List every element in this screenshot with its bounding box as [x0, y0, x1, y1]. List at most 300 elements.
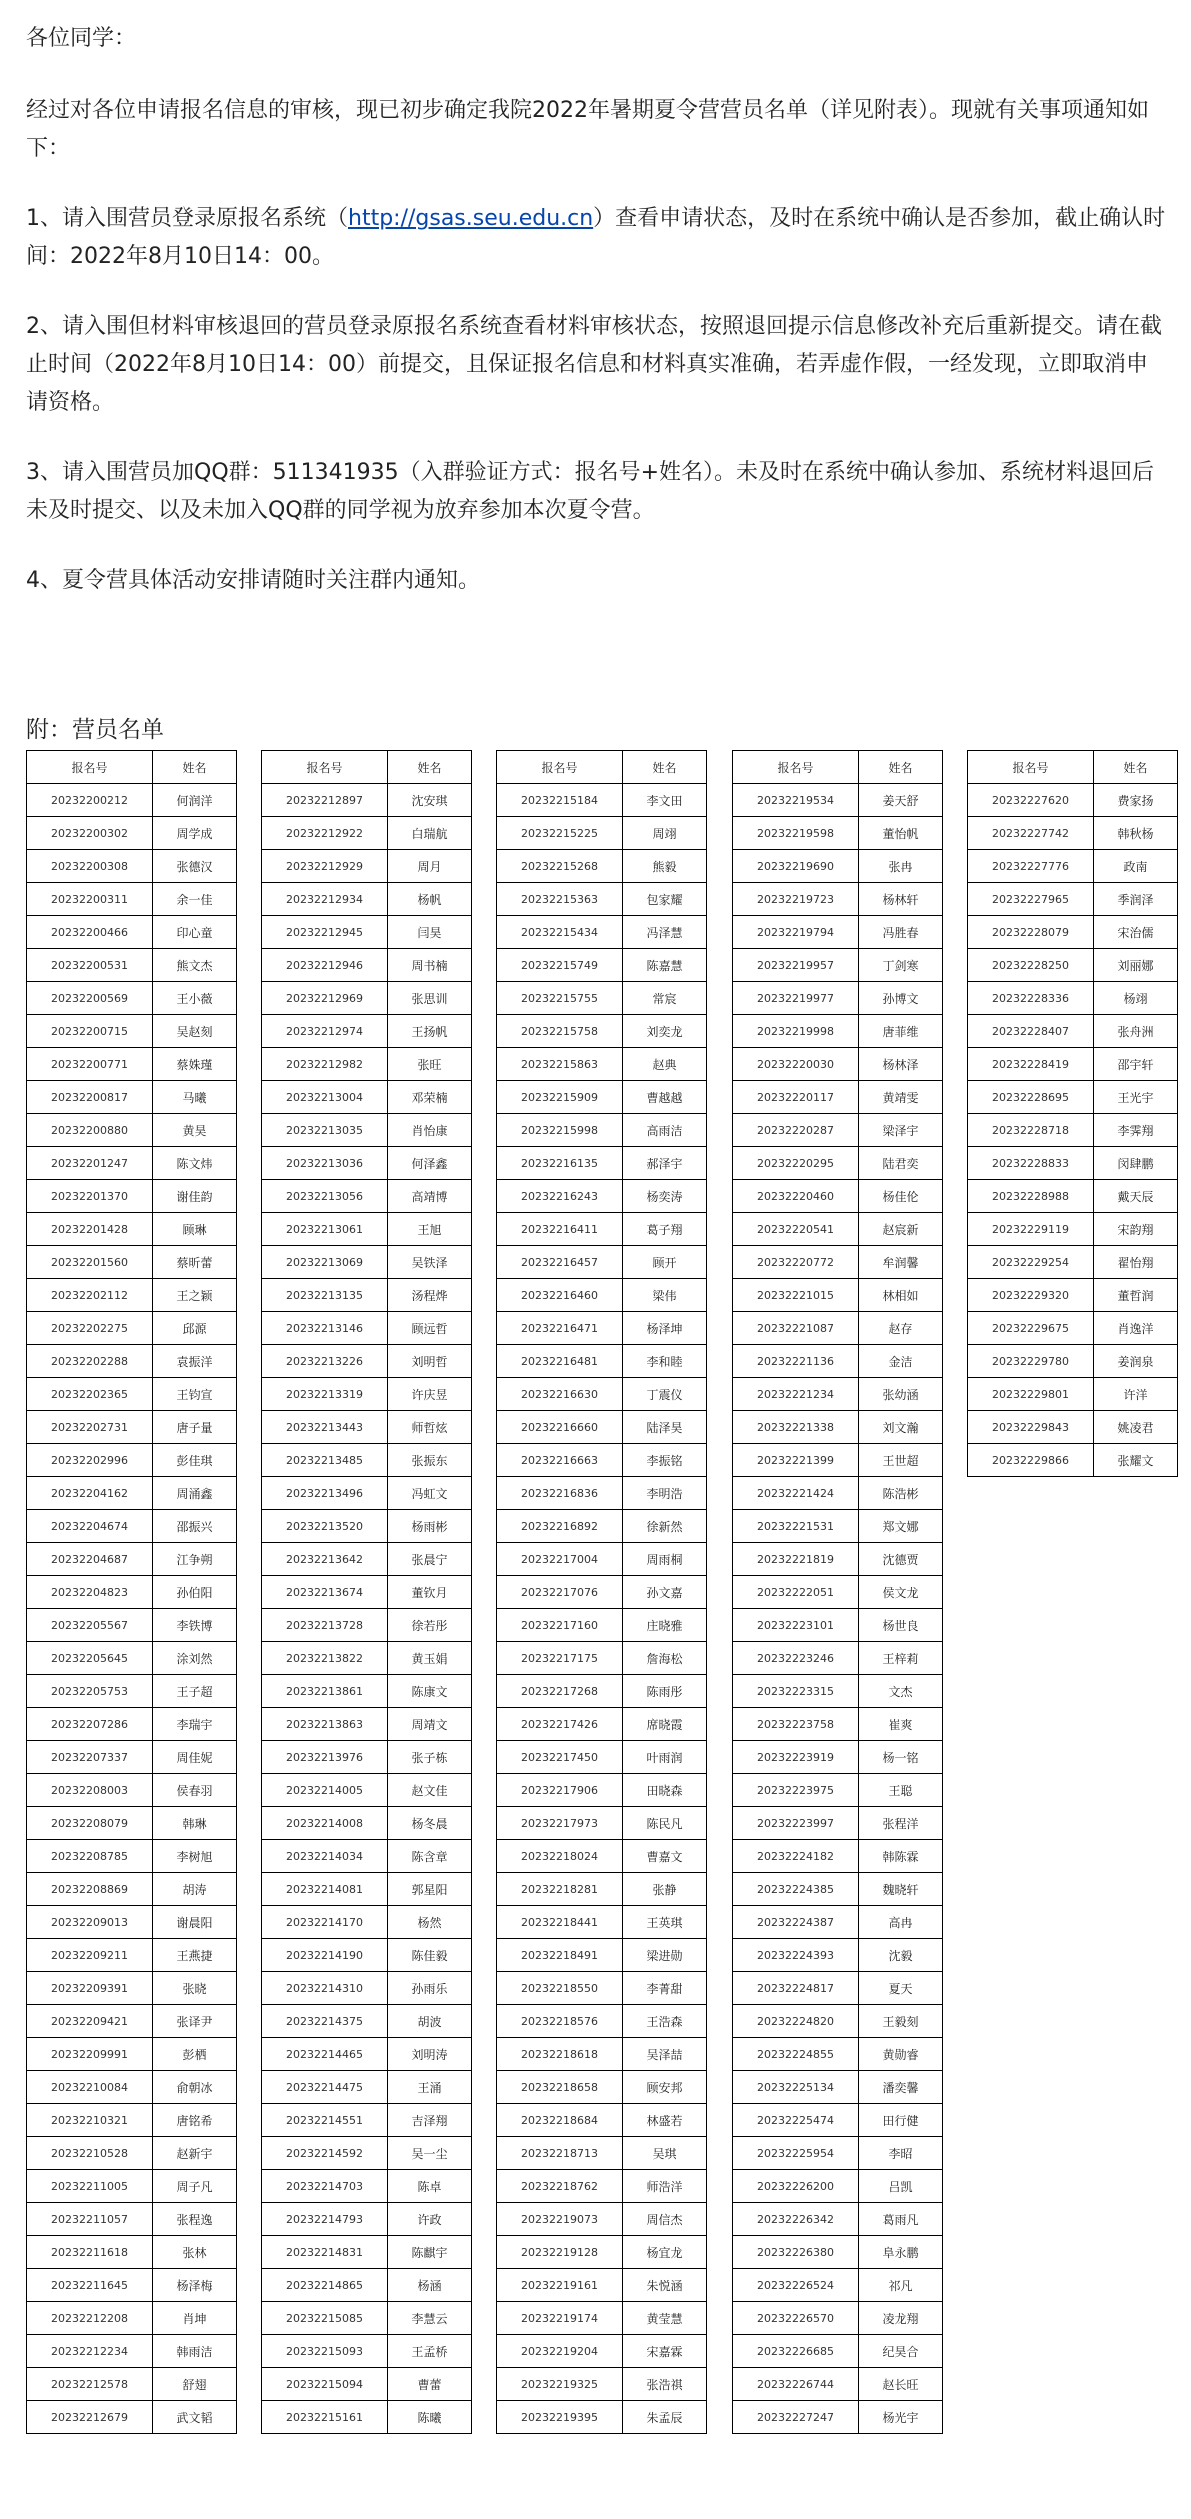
- registration-number: 20232215363: [497, 883, 623, 916]
- registration-number: 20232228407: [968, 1015, 1094, 1048]
- table-row: [27, 2038, 237, 2071]
- registration-number: 20232205567: [27, 1609, 153, 1642]
- registration-number: 20232218281: [497, 1873, 623, 1906]
- student-name: 李铁博: [153, 1609, 237, 1642]
- registration-number: 20232216630: [497, 1378, 623, 1411]
- table-row: [497, 784, 707, 817]
- student-name: 郝泽宇: [623, 1147, 707, 1180]
- student-name: 丁剑寒: [859, 949, 943, 982]
- student-name: 李树旭: [153, 1840, 237, 1873]
- student-name: 刘丽娜: [1094, 949, 1178, 982]
- registration-number: 20232213496: [262, 1477, 388, 1510]
- roster-tables: [26, 750, 1191, 2437]
- registration-number: 20232216660: [497, 1411, 623, 1444]
- registration-number: 20232212578: [27, 2368, 153, 2401]
- table-row: [733, 1015, 943, 1048]
- registration-number: 20232224393: [733, 1939, 859, 1972]
- registration-number: 20232225134: [733, 2071, 859, 2104]
- student-name: 唐子量: [153, 1411, 237, 1444]
- student-name: 周翊: [623, 817, 707, 850]
- registration-number: 20232219598: [733, 817, 859, 850]
- student-name: 陆泽昊: [623, 1411, 707, 1444]
- registration-number: 20232215184: [497, 784, 623, 817]
- student-name: 周子凡: [153, 2170, 237, 2203]
- student-name: 赵新宇: [153, 2137, 237, 2170]
- table-row: [27, 2401, 237, 2434]
- table-row: [27, 1972, 237, 2005]
- registration-number: 20232209013: [27, 1906, 153, 1939]
- registration-number: 20232219977: [733, 982, 859, 1015]
- registration-number: 20232216471: [497, 1312, 623, 1345]
- attachment-title: 附：营员名单: [26, 717, 164, 743]
- registration-number: 20232217450: [497, 1741, 623, 1774]
- registration-number: 20232218441: [497, 1906, 623, 1939]
- registration-number: 20232224817: [733, 1972, 859, 2005]
- header-id: 报名号: [968, 751, 1094, 784]
- registration-number: 20232213319: [262, 1378, 388, 1411]
- student-name: 周雨桐: [623, 1543, 707, 1576]
- registration-number: 20232221819: [733, 1543, 859, 1576]
- student-name: 顾琳: [153, 1213, 237, 1246]
- student-name: 吴一尘: [388, 2137, 472, 2170]
- student-name: 梁泽宇: [859, 1114, 943, 1147]
- table-row: [497, 1444, 707, 1477]
- student-name: 张旺: [388, 1048, 472, 1081]
- student-name: 杨帆: [388, 883, 472, 916]
- table-row: [497, 1840, 707, 1873]
- table-row: [733, 784, 943, 817]
- registration-number: 20232213485: [262, 1444, 388, 1477]
- table-row: [27, 1015, 237, 1048]
- table-row: [968, 1114, 1178, 1147]
- registration-number: 20232215758: [497, 1015, 623, 1048]
- table-row: [27, 1312, 237, 1345]
- table-row: [497, 1873, 707, 1906]
- student-name: 李昭: [859, 2137, 943, 2170]
- registration-number: 20232219204: [497, 2335, 623, 2368]
- registration-system-link[interactable]: http://gsas.seu.edu.cn: [348, 206, 594, 231]
- table-row: [497, 1675, 707, 1708]
- table-row: [27, 784, 237, 817]
- table-row: [733, 1048, 943, 1081]
- table-row: [262, 2170, 472, 2203]
- registration-number: 20232216836: [497, 1477, 623, 1510]
- table-row: [497, 982, 707, 1015]
- registration-number: 20232224385: [733, 1873, 859, 1906]
- table-header-row: [262, 751, 472, 784]
- student-name: 崔爽: [859, 1708, 943, 1741]
- table-row: [497, 1378, 707, 1411]
- student-name: 费家扬: [1094, 784, 1178, 817]
- table-row: [733, 916, 943, 949]
- registration-number: 20232216457: [497, 1246, 623, 1279]
- registration-number: 20232214310: [262, 1972, 388, 2005]
- student-name: 陆君奕: [859, 1147, 943, 1180]
- student-name: 季润泽: [1094, 883, 1178, 916]
- student-name: 宋治儒: [1094, 916, 1178, 949]
- table-row: [262, 2335, 472, 2368]
- student-name: 白瑞航: [388, 817, 472, 850]
- registration-number: 20232221399: [733, 1444, 859, 1477]
- student-name: 包家耀: [623, 883, 707, 916]
- registration-number: 20232210321: [27, 2104, 153, 2137]
- student-name: 政南: [1094, 850, 1178, 883]
- table-row: [733, 850, 943, 883]
- student-name: 许庆昱: [388, 1378, 472, 1411]
- registration-number: 20232223246: [733, 1642, 859, 1675]
- student-name: 彭栖: [153, 2038, 237, 2071]
- registration-number: 20232213226: [262, 1345, 388, 1378]
- table-row: [968, 1048, 1178, 1081]
- registration-number: 20232226200: [733, 2170, 859, 2203]
- student-name: 赵典: [623, 1048, 707, 1081]
- student-name: 高冉: [859, 1906, 943, 1939]
- table-row: [262, 1642, 472, 1675]
- registration-number: 20232200302: [27, 817, 153, 850]
- registration-number: 20232208869: [27, 1873, 153, 1906]
- registration-number: 20232213861: [262, 1675, 388, 1708]
- table-row: [497, 850, 707, 883]
- registration-number: 20232229801: [968, 1378, 1094, 1411]
- registration-number: 20232221338: [733, 1411, 859, 1444]
- table-row: [262, 1741, 472, 1774]
- table-row: [497, 1213, 707, 1246]
- student-name: 王燕捷: [153, 1939, 237, 1972]
- student-name: 张幼涵: [859, 1378, 943, 1411]
- table-row: [733, 2335, 943, 2368]
- registration-number: 20232219998: [733, 1015, 859, 1048]
- student-name: 陈文炜: [153, 1147, 237, 1180]
- table-row: [262, 916, 472, 949]
- table-row: [262, 1873, 472, 1906]
- table-row: [27, 2203, 237, 2236]
- registration-number: 20232223315: [733, 1675, 859, 1708]
- registration-number: 20232214190: [262, 1939, 388, 1972]
- table-row: [497, 2005, 707, 2038]
- student-name: 杨林轩: [859, 883, 943, 916]
- registration-number: 20232223975: [733, 1774, 859, 1807]
- table-row: [497, 1147, 707, 1180]
- table-row: [262, 2236, 472, 2269]
- registration-number: 20232226685: [733, 2335, 859, 2368]
- registration-number: 20232210084: [27, 2071, 153, 2104]
- student-name: 何润洋: [153, 784, 237, 817]
- student-name: 金洁: [859, 1345, 943, 1378]
- table-row: [733, 1180, 943, 1213]
- table-row: [497, 2368, 707, 2401]
- student-name: 阜永鹏: [859, 2236, 943, 2269]
- table-row: [497, 916, 707, 949]
- table-row: [733, 2368, 943, 2401]
- table-row: [262, 850, 472, 883]
- table-row: [733, 1510, 943, 1543]
- table-row: [262, 1543, 472, 1576]
- table-row: [733, 1741, 943, 1774]
- table-row: [262, 1147, 472, 1180]
- student-name: 王世超: [859, 1444, 943, 1477]
- registration-number: 20232202731: [27, 1411, 153, 1444]
- registration-number: 20232227742: [968, 817, 1094, 850]
- table-row: [733, 1807, 943, 1840]
- registration-number: 20232215268: [497, 850, 623, 883]
- roster-table-1: [26, 750, 237, 2434]
- registration-number: 20232228833: [968, 1147, 1094, 1180]
- student-name: 胡涛: [153, 1873, 237, 1906]
- student-name: 王之颖: [153, 1279, 237, 1312]
- student-name: 王子超: [153, 1675, 237, 1708]
- table-row: [262, 1444, 472, 1477]
- table-header-row: [733, 751, 943, 784]
- table-row: [968, 1312, 1178, 1345]
- student-name: 翟怡翔: [1094, 1246, 1178, 1279]
- table-row: [262, 2401, 472, 2434]
- student-name: 姚凌君: [1094, 1411, 1178, 1444]
- registration-number: 20232219957: [733, 949, 859, 982]
- student-name: 杨冬晨: [388, 1807, 472, 1840]
- table-row: [733, 1774, 943, 1807]
- student-name: 高雨洁: [623, 1114, 707, 1147]
- registration-number: 20232202112: [27, 1279, 153, 1312]
- student-name: 李振铭: [623, 1444, 707, 1477]
- registration-number: 20232212897: [262, 784, 388, 817]
- table-row: [27, 1906, 237, 1939]
- registration-number: 20232208785: [27, 1840, 153, 1873]
- header-name: 姓名: [1094, 751, 1178, 784]
- table-row: [262, 1708, 472, 1741]
- registration-number: 20232215093: [262, 2335, 388, 2368]
- registration-number: 20232210528: [27, 2137, 153, 2170]
- student-name: 舒翅: [153, 2368, 237, 2401]
- registration-number: 20232223997: [733, 1807, 859, 1840]
- registration-number: 20232202288: [27, 1345, 153, 1378]
- table-row: [968, 1345, 1178, 1378]
- table-row: [497, 1741, 707, 1774]
- registration-number: 20232218762: [497, 2170, 623, 2203]
- registration-number: 20232215909: [497, 1081, 623, 1114]
- table-row: [733, 1345, 943, 1378]
- registration-number: 20232217004: [497, 1543, 623, 1576]
- registration-number: 20232229843: [968, 1411, 1094, 1444]
- table-row: [262, 1510, 472, 1543]
- table-row: [262, 1246, 472, 1279]
- student-name: 王涌: [388, 2071, 472, 2104]
- registration-number: 20232229254: [968, 1246, 1094, 1279]
- table-row: [497, 1015, 707, 1048]
- table-row: [968, 784, 1178, 817]
- registration-number: 20232213674: [262, 1576, 388, 1609]
- table-row: [27, 817, 237, 850]
- registration-number: 20232217160: [497, 1609, 623, 1642]
- student-name: 沈安琪: [388, 784, 472, 817]
- header-id: 报名号: [733, 751, 859, 784]
- registration-number: 20232212974: [262, 1015, 388, 1048]
- registration-number: 20232218550: [497, 1972, 623, 2005]
- table-row: [27, 1114, 237, 1147]
- student-name: 陈民凡: [623, 1807, 707, 1840]
- student-name: 俞朝冰: [153, 2071, 237, 2104]
- registration-number: 20232229119: [968, 1213, 1094, 1246]
- table-row: [733, 1081, 943, 1114]
- table-row: [497, 1411, 707, 1444]
- registration-number: 20232220030: [733, 1048, 859, 1081]
- student-name: 熊毅: [623, 850, 707, 883]
- student-name: 侯文龙: [859, 1576, 943, 1609]
- registration-number: 20232224855: [733, 2038, 859, 2071]
- student-name: 戴天辰: [1094, 1180, 1178, 1213]
- table-row: [262, 1378, 472, 1411]
- registration-number: 20232228988: [968, 1180, 1094, 1213]
- registration-number: 20232225954: [733, 2137, 859, 2170]
- table-row: [497, 1114, 707, 1147]
- registration-number: 20232217175: [497, 1642, 623, 1675]
- table-row: [497, 1576, 707, 1609]
- table-row: [497, 883, 707, 916]
- table-row: [497, 1048, 707, 1081]
- registration-number: 20232227247: [733, 2401, 859, 2434]
- registration-number: 20232212922: [262, 817, 388, 850]
- registration-number: 20232213443: [262, 1411, 388, 1444]
- student-name: 魏晓轩: [859, 1873, 943, 1906]
- registration-number: 20232214793: [262, 2203, 388, 2236]
- table-row: [27, 1939, 237, 1972]
- student-name: 刘奕龙: [623, 1015, 707, 1048]
- student-name: 吴琪: [623, 2137, 707, 2170]
- registration-number: 20232220460: [733, 1180, 859, 1213]
- registration-number: 20232226570: [733, 2302, 859, 2335]
- registration-number: 20232216460: [497, 1279, 623, 1312]
- student-name: 宋嘉霖: [623, 2335, 707, 2368]
- table-row: [262, 1939, 472, 1972]
- student-name: 詹海松: [623, 1642, 707, 1675]
- student-name: 张晓: [153, 1972, 237, 2005]
- table-row: [27, 2104, 237, 2137]
- student-name: 孙雨乐: [388, 1972, 472, 2005]
- table-row: [262, 2302, 472, 2335]
- registration-number: 20232219073: [497, 2203, 623, 2236]
- registration-number: 20232202365: [27, 1378, 153, 1411]
- student-name: 顾远哲: [388, 1312, 472, 1345]
- registration-number: 20232213822: [262, 1642, 388, 1675]
- student-name: 姜润泉: [1094, 1345, 1178, 1378]
- student-name: 沈毅: [859, 1939, 943, 1972]
- student-name: 张思训: [388, 982, 472, 1015]
- roster-table-2: [261, 750, 472, 2434]
- student-name: 王英琪: [623, 1906, 707, 1939]
- student-name: 韩雨洁: [153, 2335, 237, 2368]
- table-row: [968, 1213, 1178, 1246]
- registration-number: 20232220772: [733, 1246, 859, 1279]
- student-name: 肖逸洋: [1094, 1312, 1178, 1345]
- table-row: [733, 1444, 943, 1477]
- registration-number: 20232201247: [27, 1147, 153, 1180]
- student-name: 王钧宣: [153, 1378, 237, 1411]
- student-name: 谢晨阳: [153, 1906, 237, 1939]
- student-name: 邱源: [153, 1312, 237, 1345]
- registration-number: 20232213863: [262, 1708, 388, 1741]
- registration-number: 20232212946: [262, 949, 388, 982]
- registration-number: 20232200308: [27, 850, 153, 883]
- table-row: [27, 2368, 237, 2401]
- registration-number: 20232200569: [27, 982, 153, 1015]
- registration-number: 20232217076: [497, 1576, 623, 1609]
- student-name: 曹嘉文: [623, 1840, 707, 1873]
- student-name: 顾开: [623, 1246, 707, 1279]
- student-name: 孙文嘉: [623, 1576, 707, 1609]
- registration-number: 20232223758: [733, 1708, 859, 1741]
- student-name: 纪昊合: [859, 2335, 943, 2368]
- student-name: 陈雨彤: [623, 1675, 707, 1708]
- student-name: 王聪: [859, 1774, 943, 1807]
- registration-number: 20232211618: [27, 2236, 153, 2269]
- table-row: [27, 883, 237, 916]
- student-name: 蔡姝瑾: [153, 1048, 237, 1081]
- registration-number: 20232219174: [497, 2302, 623, 2335]
- table-row: [27, 1081, 237, 1114]
- registration-number: 20232219325: [497, 2368, 623, 2401]
- table-row: [27, 949, 237, 982]
- registration-number: 20232226380: [733, 2236, 859, 2269]
- registration-number: 20232227620: [968, 784, 1094, 817]
- registration-number: 20232213976: [262, 1741, 388, 1774]
- table-row: [497, 1708, 707, 1741]
- table-row: [733, 817, 943, 850]
- student-name: 姜天舒: [859, 784, 943, 817]
- table-row: [968, 1444, 1178, 1477]
- table-row: [733, 2401, 943, 2434]
- table-row: [733, 1708, 943, 1741]
- table-row: [27, 1444, 237, 1477]
- table-row: [733, 1972, 943, 2005]
- registration-number: 20232204823: [27, 1576, 153, 1609]
- student-name: 王浩森: [623, 2005, 707, 2038]
- table-row: [27, 2335, 237, 2368]
- registration-number: 20232219128: [497, 2236, 623, 2269]
- registration-number: 20232212679: [27, 2401, 153, 2434]
- registration-number: 20232217426: [497, 1708, 623, 1741]
- table-row: [733, 2203, 943, 2236]
- registration-number: 20232221234: [733, 1378, 859, 1411]
- table-row: [968, 1147, 1178, 1180]
- table-row: [968, 1378, 1178, 1411]
- student-name: 陈佳毅: [388, 1939, 472, 1972]
- roster-table-4: [732, 750, 943, 2434]
- table-row: [733, 2104, 943, 2137]
- table-row: [733, 2170, 943, 2203]
- table-row: [733, 2005, 943, 2038]
- registration-number: 20232215094: [262, 2368, 388, 2401]
- table-row: [262, 2203, 472, 2236]
- table-row: [27, 1741, 237, 1774]
- table-row: [262, 2038, 472, 2071]
- table-row: [262, 2137, 472, 2170]
- table-row: [27, 1774, 237, 1807]
- registration-number: 20232223101: [733, 1609, 859, 1642]
- table-row: [497, 2269, 707, 2302]
- table-row: [497, 1510, 707, 1543]
- registration-number: 20232200311: [27, 883, 153, 916]
- table-row: [733, 1840, 943, 1873]
- registration-number: 20232204687: [27, 1543, 153, 1576]
- table-row: [968, 850, 1178, 883]
- student-name: 陈麒宇: [388, 2236, 472, 2269]
- registration-number: 20232204162: [27, 1477, 153, 1510]
- table-row: [27, 1180, 237, 1213]
- table-row: [262, 1180, 472, 1213]
- student-name: 陈含章: [388, 1840, 472, 1873]
- student-name: 涂刘然: [153, 1642, 237, 1675]
- student-name: 张程逸: [153, 2203, 237, 2236]
- registration-number: 20232214703: [262, 2170, 388, 2203]
